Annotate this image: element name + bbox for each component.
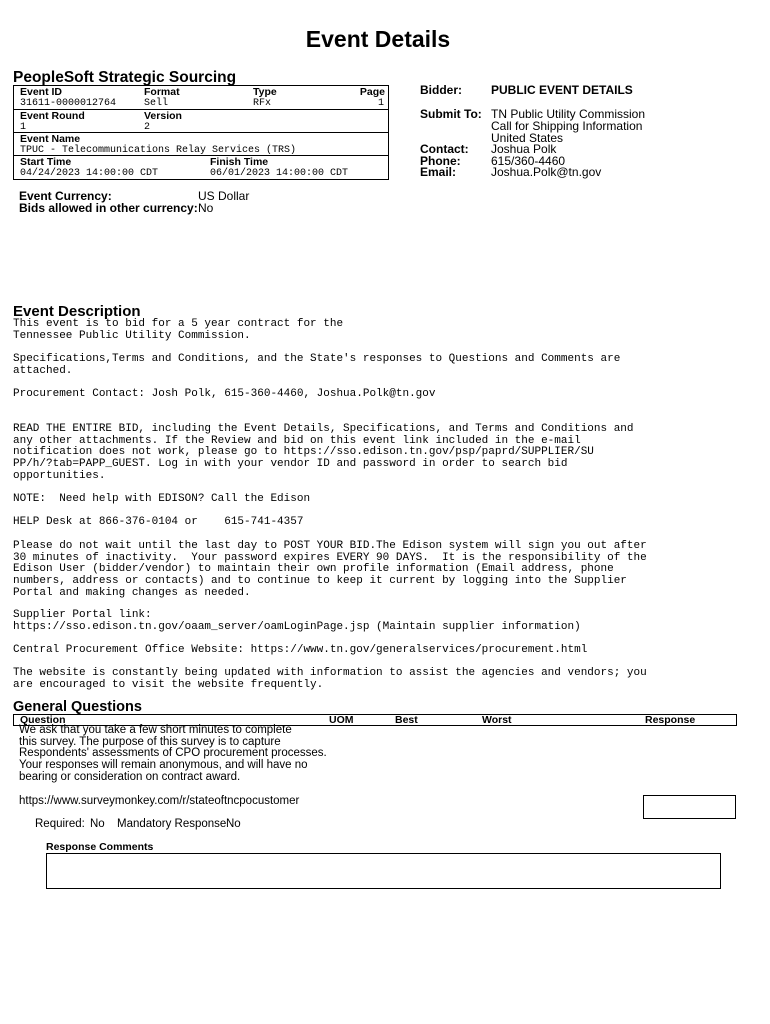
question-url[interactable]: https://www.surveymonkey.com/r/stateoftncpocustomer <box>19 795 300 807</box>
description-paragraph: Procurement Contact: Josh Polk, 615-360-4460, Joshua.Polk@tn.gov <box>13 388 436 400</box>
version-value: 2 <box>144 122 151 133</box>
finish-time-value: 06/01/2023 14:00:00 CDT <box>210 168 349 179</box>
email-value: Joshua.Polk@tn.gov <box>491 165 602 179</box>
other-currency-value: No <box>198 201 214 215</box>
description-paragraph: READ THE ENTIRE BID, including the Event Details, Specifications, and Terms and Conditions and any other attachments. If the Review and bid on this event link included in the e-mail notification does not work, please go to https://sso.edison.tn.gov/psp/paprd/SUPPLIER/SU PP/h/?tab=PAPP_GUEST. Log in with your vendor ID and password in order to search bid opportunities. <box>13 423 634 482</box>
description-paragraph: HELP Desk at 866-376-0104 or 615-741-4357 <box>13 516 304 528</box>
contact-label: Contact: <box>420 142 469 156</box>
format-label: Format <box>144 86 180 98</box>
other-currency-label: Bids allowed in other currency: <box>19 201 198 215</box>
bidder-label: Bidder: <box>420 83 462 97</box>
submit-to-label: Submit To: <box>420 107 482 121</box>
response-comments-label: Response Comments <box>46 841 154 853</box>
general-questions-heading: General Questions <box>13 699 142 715</box>
org-title: PeopleSoft Strategic Sourcing <box>13 69 237 86</box>
description-paragraph: Supplier Portal link: https://sso.edison.tn.gov/oaam_server/oamLoginPage.jsp (Maintain supplier information) <box>13 609 581 633</box>
col-best: Best <box>395 714 418 726</box>
page-label: Page <box>359 86 385 98</box>
submit-to-line: United States <box>491 131 564 145</box>
bidder-value: PUBLIC EVENT DETAILS <box>491 83 633 97</box>
col-worst: Worst <box>482 714 512 726</box>
finish-time-label: Finish Time <box>210 156 269 168</box>
col-question: Question <box>20 714 66 726</box>
description-paragraph: The website is constantly being updated with information to assist the agencies and vendors; you are encouraged to visit the website frequently. <box>13 667 647 691</box>
description-heading: Event Description <box>13 303 141 320</box>
phone-value: 615/360-4460 <box>491 154 566 168</box>
mandatory-response-value: No <box>226 818 241 830</box>
response-comments-input[interactable] <box>46 853 721 889</box>
contact-value: Joshua Polk <box>491 142 557 156</box>
description-paragraph: Central Procurement Office Website: https://www.tn.gov/generalservices/procurement.html <box>13 644 588 656</box>
bidder-block <box>420 84 760 184</box>
type-label: Type <box>253 86 277 98</box>
page-value: 1 <box>377 98 384 109</box>
response-input[interactable] <box>643 795 736 819</box>
col-uom: UOM <box>329 714 354 726</box>
description-paragraph: NOTE: Need help with EDISON? Call the Edison <box>13 493 311 505</box>
event-info-box <box>13 85 389 180</box>
version-label: Version <box>144 110 182 122</box>
email-label: Email: <box>420 165 457 179</box>
currency-value: US Dollar <box>198 189 250 203</box>
required-label: Required: <box>35 818 85 830</box>
required-value: No <box>90 818 105 830</box>
currency-label: Event Currency: <box>19 189 112 203</box>
submit-to-line: Call for Shipping Information <box>491 119 643 133</box>
round-label: Event Round <box>20 110 85 122</box>
event-id-label: Event ID <box>20 86 63 98</box>
event-name-value: TPUC - Telecommunications Relay Services (TRS) <box>20 145 297 156</box>
type-value: RFx <box>253 98 272 109</box>
round-value: 1 <box>20 122 27 133</box>
event-id-value: 31611-0000012764 <box>20 98 117 109</box>
page-title: Event Details <box>305 26 451 52</box>
start-time-label: Start Time <box>20 156 72 168</box>
question-text: We ask that you take a few short minutes to complete this survey. The purpose of this survey is to capture Respondents' assessments of CPO procurement processes. Your responses will remain anonymous, and will have no bearing or consideration on contract award. <box>19 724 327 783</box>
description-paragraph: Specifications,Terms and Conditions, and the State's responses to Questions and Comments are attached. <box>13 353 621 377</box>
event-name-label: Event Name <box>20 133 81 145</box>
format-value: Sell <box>144 98 169 109</box>
description-paragraph: This event is to bid for a 5 year contract for the Tennessee Public Utility Commission. <box>13 318 344 342</box>
mandatory-response-label: Mandatory Response <box>117 818 227 830</box>
phone-label: Phone: <box>420 154 461 168</box>
col-response: Response <box>645 714 696 726</box>
description-paragraph: Please do not wait until the last day to POST YOUR BID.The Edison system will sign you out after 30 minutes of inactivity. Your password expires EVERY 90 DAYS. It is the responsibility of the Edison User (bidder/vendor) to maintain their own profile information (Email address, phone numbers, address or contacts) and to continue to keep it current by logging into the Supplier Portal and making changes as needed. <box>13 540 647 599</box>
start-time-value: 04/24/2023 14:00:00 CDT <box>20 168 159 179</box>
submit-to-line: TN Public Utility Commission <box>491 107 646 121</box>
